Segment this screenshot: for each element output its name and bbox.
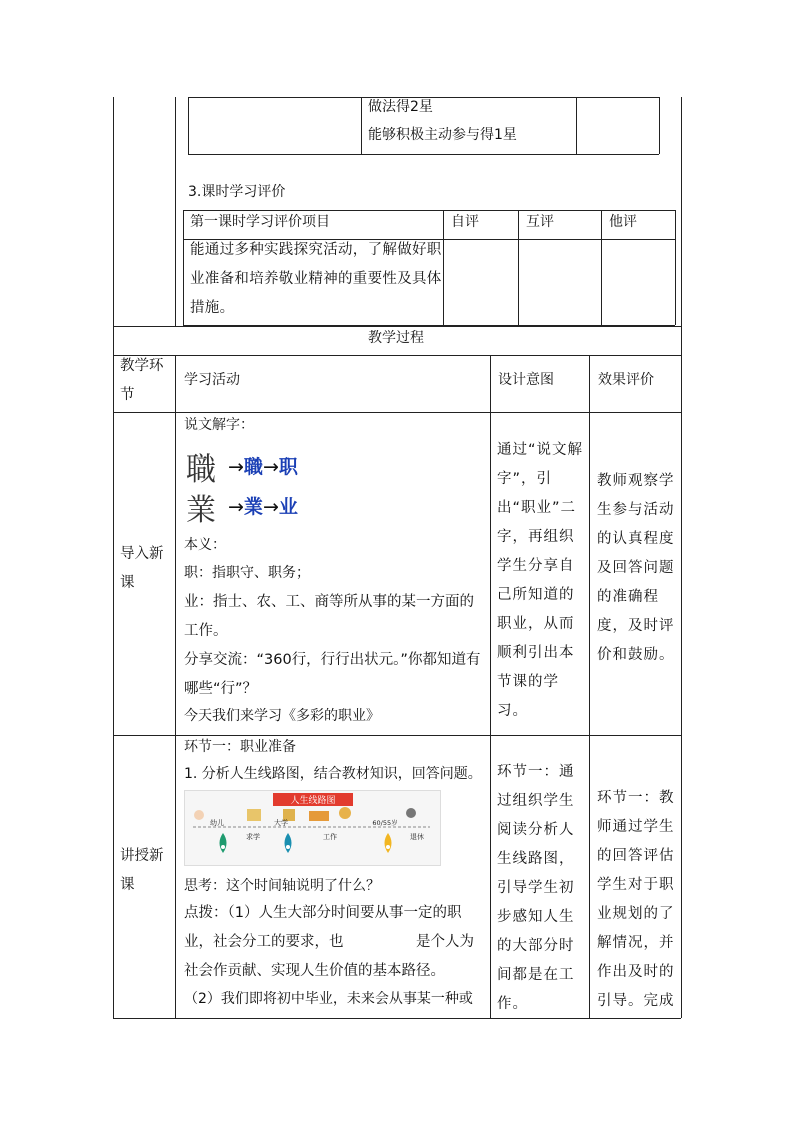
process-header-bottom [113,412,681,413]
pin-teal-icon [285,833,292,853]
traditional-zhi: 職 [243,456,263,478]
eval-table-col2 [518,210,519,325]
eval-table-col3 [601,210,602,325]
bricks-icon [309,811,329,821]
elder-icon [406,808,416,818]
figure-title: 人生线路图 [290,796,336,806]
seal-script-ye: 業 [186,493,216,528]
lecture-evaluation: 环节一：教师通过学生的回答评估学生对于职业规划的了解情况，并作出及时的引导。完成 [597,790,675,1009]
baby-icon [194,810,204,820]
top-section-divider [175,97,176,326]
rubric-col2 [576,97,577,154]
seal-script-zhi: 職 [186,451,216,489]
etymology-zhi-row: →職→职 [228,456,298,478]
meaning-label: 本义： [184,537,226,553]
eval-header-self: 自评 [451,214,479,230]
lecture-stage: 讲授新课 [120,848,164,893]
outer-border-bottom [113,1018,681,1019]
eval-header-peer: 互评 [526,214,554,230]
meaning-ye: 业：指士、农、工、商等所从事的某一方面的工作。 [184,594,474,639]
intro-stage: 导入新课 [120,546,164,591]
etymology-ye-row: →業→业 [228,496,298,518]
intro-label: 说文解字： [184,417,254,433]
life-route-figure [184,790,441,866]
stage-label-study: 求学 [246,833,260,841]
process-col-stage [175,355,176,1018]
eval-table-right [675,210,676,325]
header-intent: 设计意图 [498,372,554,388]
meaning-zhi: 职：指职守、职务； [184,565,310,581]
simplified-ye: 业 [278,496,298,518]
eval-table-col1 [443,210,444,325]
eval-header-other: 他评 [609,214,637,230]
simplified-zhi: 职 [278,456,298,478]
lecture-section: 环节一：职业准备 [184,739,296,755]
rubric-left [188,97,189,154]
rubric-rule-line2: 能够积极主动参与得1星 [368,127,517,143]
eval-table-left [183,210,184,325]
school-icon [247,809,261,821]
worker-icon [339,807,351,819]
eval-item-text: 能通过多种实践探究活动，了解做好职业准备和培养敬业精神的重要性及具体措施。 [190,242,442,316]
outer-border-right [681,97,682,1018]
process-title: 教学过程 [368,330,424,346]
rubric-rule-line1: 做法得2星 [368,99,433,115]
rubric-right [659,97,660,154]
process-title-top [113,326,681,327]
rubric-bottom [188,154,659,155]
process-header-top [113,355,681,356]
lecture-intent: 环节一：通过组织学生阅读分析人生线路图，引导学生初步感知人生的大部分时间都是在工作。 [497,764,575,1012]
traditional-ye: 業 [243,496,263,518]
pin-yellow-icon [385,833,392,853]
intro-row-bottom [113,735,681,736]
intro-intent: 通过“说文解字”，引出“职业”二字，再组织学生分享自己所知道的职业，从而顺利引出本节课的学习。 [497,442,584,719]
intro-evaluation: 教师观察学生参与活动的认真程度及回答问题的准确程度，及时评价和鼓励。 [597,473,675,663]
stage-label-age: 60/55岁 [372,819,398,827]
lecture-hint2: （2）我们即将初中毕业，未来会从事某一种或 [184,991,473,1007]
header-evaluation: 效果评价 [598,372,654,388]
stage-label-retire: 退休 [410,833,424,841]
header-activity: 学习活动 [184,372,240,388]
lecture-question: 思考：这个时间轴说明了什么？ [184,878,380,894]
stage-label-college: 大学 [274,819,288,827]
life-route-svg [185,791,440,865]
process-col-intent [589,355,590,1018]
lecture-hint1: 点拨：（1）人生大部分时间要从事一定的职业，社会分工的要求，也 是个人为社会作贡献、实现人生价值的基本路径。 [184,905,474,979]
stage-label-infant: 幼儿 [210,819,224,827]
today-lesson: 今天我们来学习《多彩的职业》 [184,708,380,724]
stage-label-work: 工作 [323,833,337,841]
eval-heading: 3.课时学习评价 [188,184,286,200]
pin-green-icon [220,833,227,853]
process-col-activity [490,355,491,1018]
share-prompt: 分享交流：“360行，行行出状元。”你都知道有哪些“行”？ [184,652,481,697]
outer-border-left [113,97,114,1018]
eval-header-item: 第一课时学习评价项目 [190,214,330,230]
rubric-col1 [361,97,362,154]
lecture-task: 1. 分析人生线路图，结合教材知识，回答问题。 [184,766,482,782]
header-stage: 教学环节 [120,358,164,403]
